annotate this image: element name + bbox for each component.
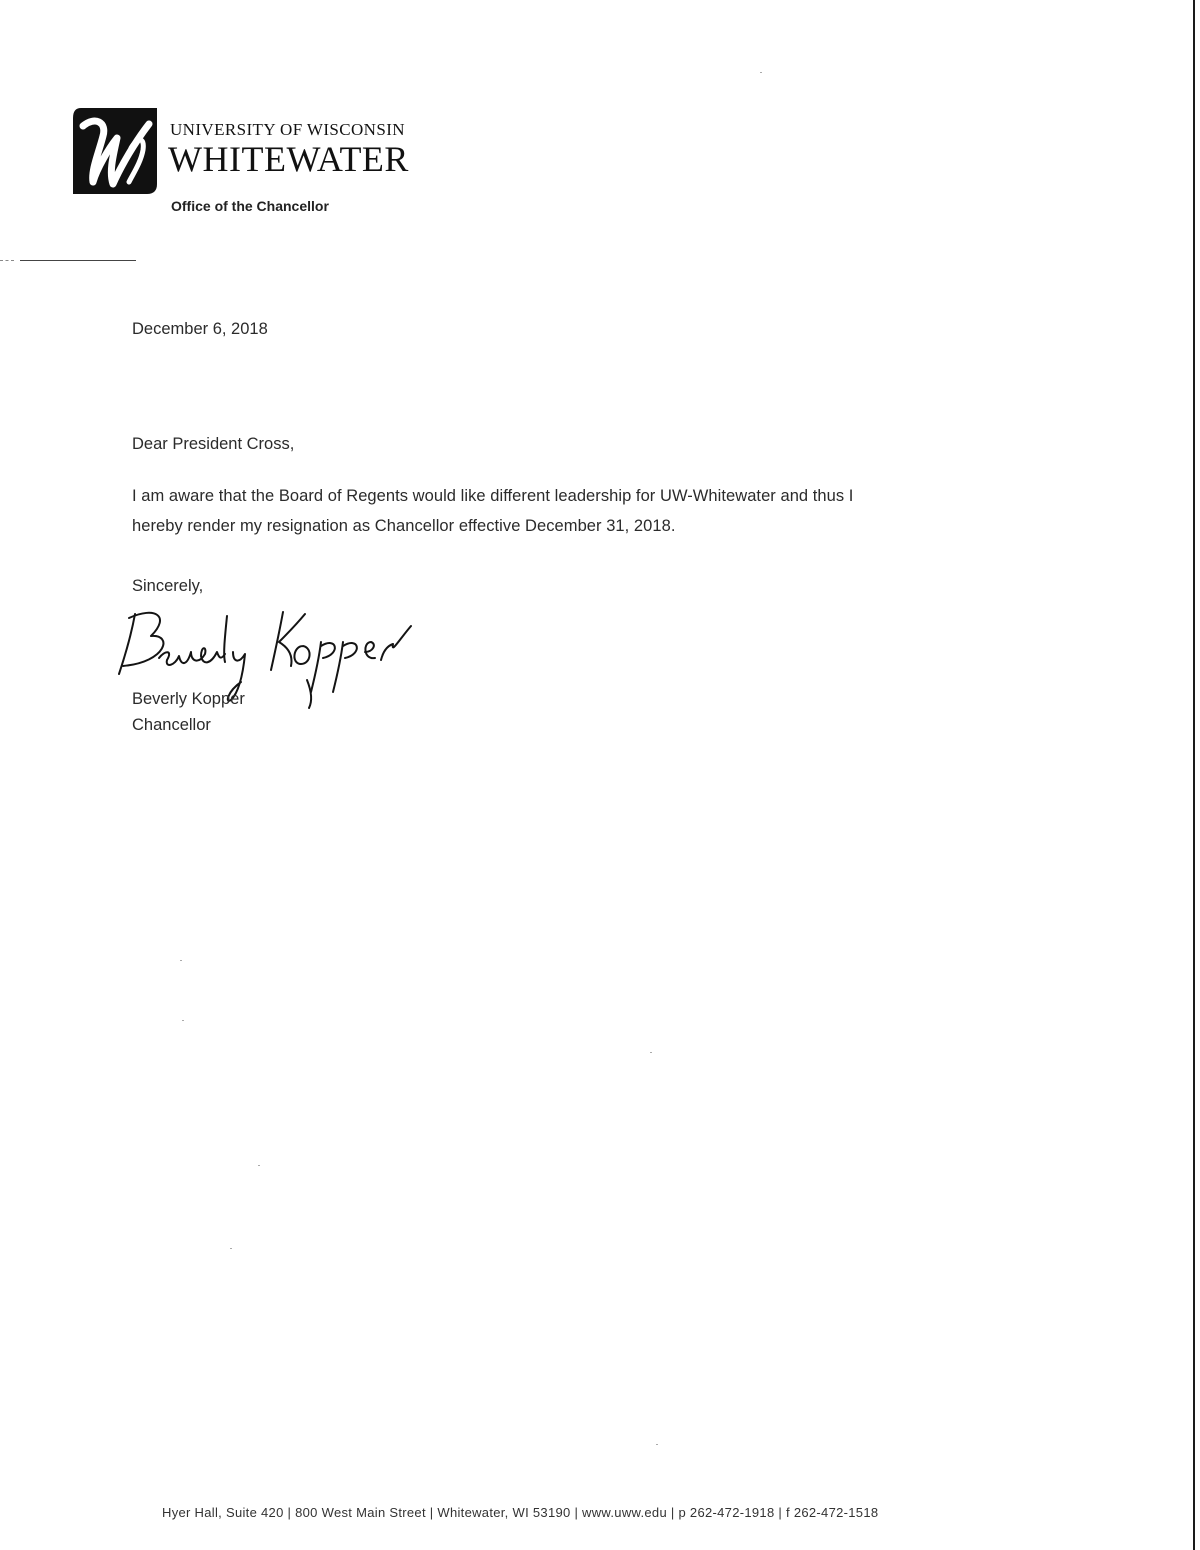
university-logo — [73, 108, 157, 194]
margin-mark — [0, 260, 14, 262]
office-name: Office of the Chancellor — [171, 198, 329, 214]
university-name: UNIVERSITY OF WISCONSIN — [170, 120, 405, 139]
scan-speck — [230, 1248, 232, 1249]
footer-address: Hyer Hall, Suite 420 | 800 West Main Street | Whitewater, WI 53190 | www.uww.edu | p 262-472-1918 | f 262-472-1518 — [162, 1505, 879, 1520]
scan-speck — [180, 960, 182, 961]
body-line: I am aware that the Board of Regents would like different leadership for UW-Whitewater and thus I — [132, 487, 854, 505]
scan-speck — [760, 72, 762, 73]
scan-speck — [182, 1020, 184, 1021]
scan-speck — [258, 1165, 260, 1166]
margin-rule — [20, 260, 136, 261]
page-edge — [1193, 0, 1195, 1550]
scan-speck — [650, 1052, 652, 1053]
salutation: Dear President Cross, — [132, 435, 295, 453]
campus-name: WHITEWATER — [168, 139, 409, 179]
body-line: hereby render my resignation as Chancellor effective December 31, 2018. — [132, 517, 676, 535]
signer-name: Beverly Kopper — [132, 690, 245, 708]
signer-title: Chancellor — [132, 716, 211, 734]
logo-w-icon — [73, 108, 157, 194]
letter-date: December 6, 2018 — [132, 320, 268, 338]
closing: Sincerely, — [132, 577, 204, 595]
scan-speck — [656, 1444, 658, 1445]
